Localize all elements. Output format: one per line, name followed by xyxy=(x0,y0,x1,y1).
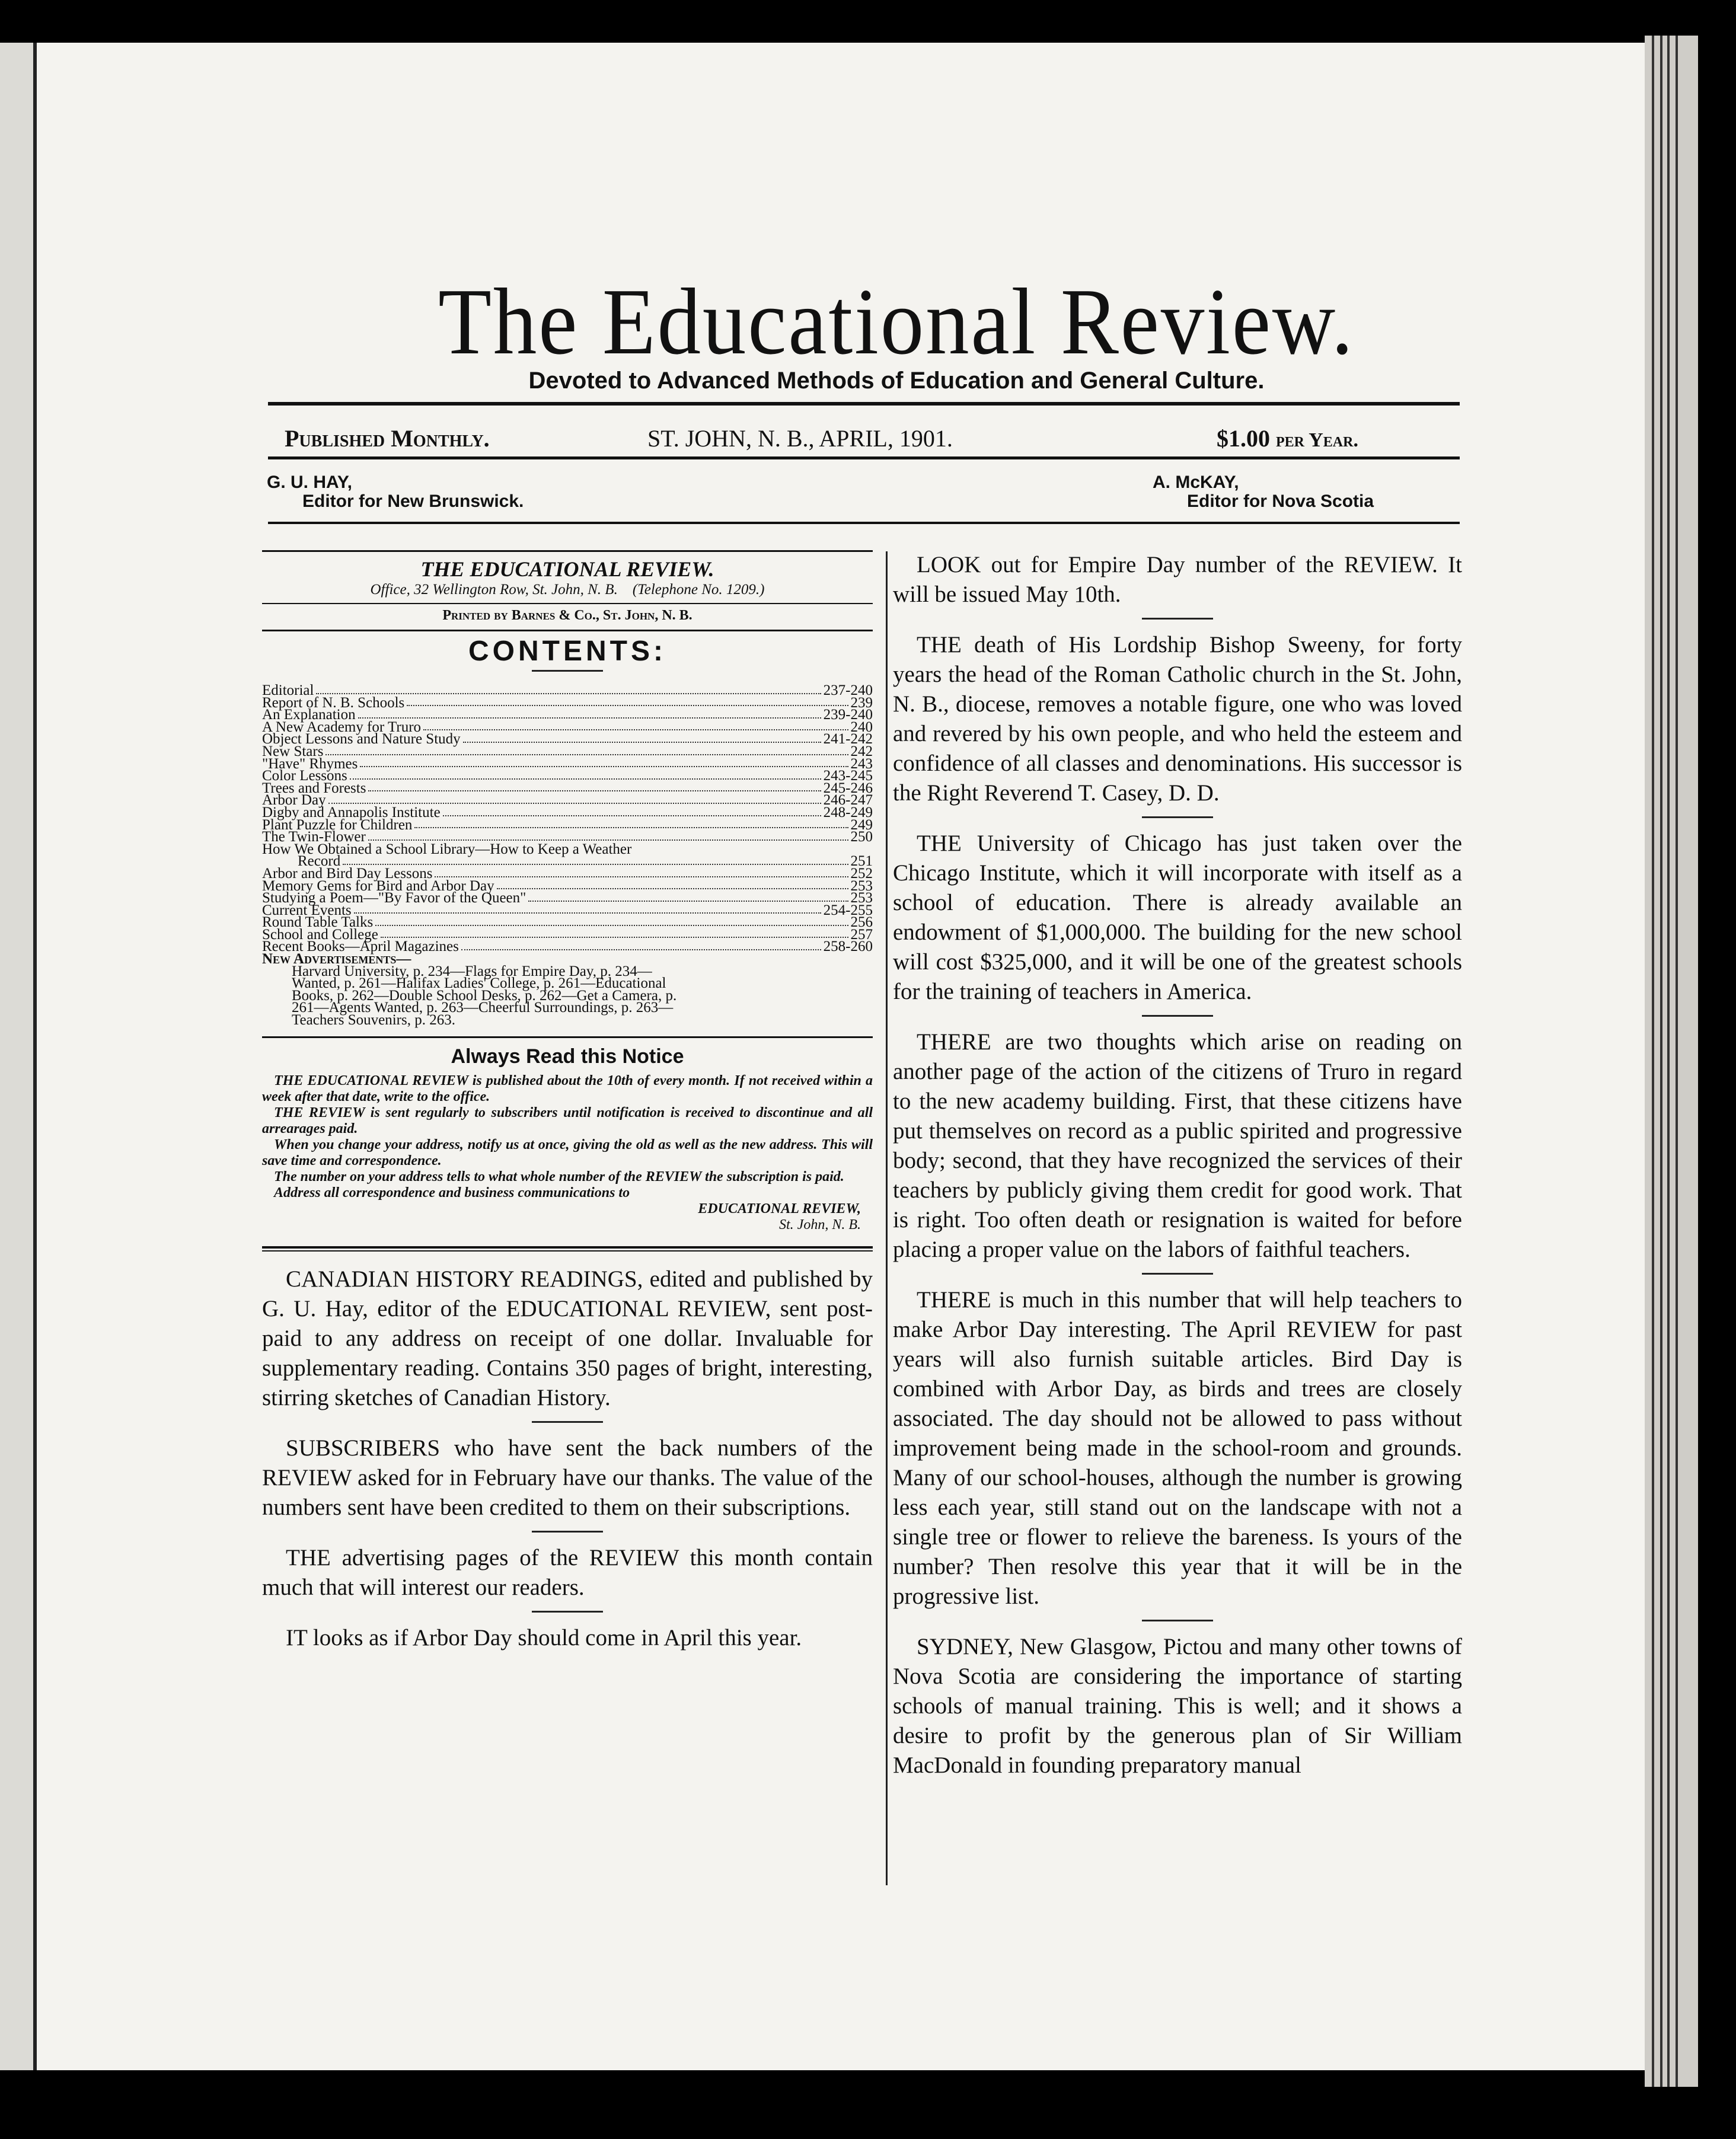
scanned-page xyxy=(37,43,1645,2070)
notice-paragraph: THE REVIEW is sent regularly to subscribers until notification is received to discontinue and all arrearages paid. xyxy=(262,1104,873,1136)
office-address: Office, 32 Wellington Row, St. John, N. B. (Telephone No. 1209.) xyxy=(370,582,765,598)
right-articles xyxy=(893,550,1462,1780)
contents-item-title: "Have" Rhymes xyxy=(262,755,358,772)
notice-paragraph: When you change your address, notify us at once, giving the old as well as the new address. This will save time and correspondence. xyxy=(262,1136,873,1169)
article-paragraph: SUBSCRIBERS who have sent the back numbers of the REVIEW asked for in February have our thanks. The value of the numbers sent have been credited to them on their subscriptions. xyxy=(262,1435,873,1520)
book-edge xyxy=(1645,36,1698,2087)
article-paragraph: CANADIAN HISTORY READINGS, edited and published by G. U. Hay, editor of the EDUCATIONAL REVIEW, sent post-paid to any address on receipt of one dollar. Invaluable for supplementary reading. Contains 350 pages of bright, interesting, stirring sketches of Canadian History. xyxy=(262,1266,873,1410)
subscription-price: $1.00 per Year. xyxy=(1217,425,1358,452)
contents-item-pages: 250 xyxy=(850,829,873,845)
contents-item-pages: 239-240 xyxy=(823,707,873,723)
contents-item-title: Arbor and Bird Day Lessons xyxy=(262,865,433,882)
article-divider xyxy=(1142,1620,1213,1621)
notice-paragraph: Address all correspondence and business communications to xyxy=(274,1185,630,1201)
article-divider xyxy=(532,1531,603,1533)
contents-item-pages: 245-246 xyxy=(823,780,873,796)
contents-item-title: A New Academy for Truro xyxy=(262,719,422,735)
contents-leader xyxy=(634,844,870,853)
contents-item xyxy=(262,841,873,857)
contents-item-title: Color Lessons xyxy=(262,768,347,784)
contents-leader xyxy=(316,685,821,694)
contents-leader xyxy=(354,905,821,914)
article-divider xyxy=(1142,618,1213,620)
contents-item-pages: 246-247 xyxy=(823,792,873,809)
contents-item-title: Current Events xyxy=(262,902,352,918)
contents-item-title: Round Table Talks xyxy=(262,914,374,931)
contents-item-title: Record xyxy=(298,853,341,870)
notice-signature-place: St. John, N. B. xyxy=(779,1217,861,1233)
header-divider xyxy=(268,522,1460,524)
contents-leader xyxy=(381,929,848,938)
contents-item-pages: 241-242 xyxy=(823,731,873,748)
left-articles xyxy=(262,1265,873,1653)
contents-item-pages: 243-245 xyxy=(823,768,873,784)
contents-item-title: Plant Puzzle for Children xyxy=(262,816,413,833)
article-paragraph: THERE is much in this number that will help teachers to make Arbor Day interesting. The April REVIEW for past years will also furnish suitable articles. Bird Day is combined with Arbor Day, as birds and trees are closely associated. The day should not be allowed to pass without improvement being made in the school-room and grounds. Many of our school-houses, although the number is growing less each year, still stand out on the landscape with not a single tree or flower to relieve the bareness. Is yours of the number? Then resolve this year that it will be in the progressive list. xyxy=(893,1287,1462,1609)
contents-leader xyxy=(497,880,848,890)
contents-item-pages: 251 xyxy=(850,853,873,870)
contents-leader xyxy=(423,721,848,731)
contents-leader xyxy=(528,892,848,902)
contents-item-title: How We Obtained a School Library—How to Keep a Weather xyxy=(262,841,632,857)
printer-credit: Printed by Barnes & Co., St. John, N. B. xyxy=(442,608,693,623)
contents-leader xyxy=(414,819,848,829)
contents-leader xyxy=(328,794,821,804)
article-divider xyxy=(532,1421,603,1423)
column-separator xyxy=(886,551,888,1885)
masthead-title: The Educational Review. xyxy=(438,269,1355,374)
masthead-rule-top xyxy=(268,402,1460,406)
editor-new-brunswick: G. U. HAY, Editor for New Brunswick. xyxy=(267,473,524,511)
contents-item-title: Digby and Annapolis Institute xyxy=(262,804,441,821)
contents-item-title: School and College xyxy=(262,926,378,943)
article-paragraph: IT looks as if Arbor Day should come in April this year. xyxy=(286,1624,802,1650)
contents-leader xyxy=(435,868,848,877)
contents-item-pages: 239 xyxy=(850,694,873,711)
contents-item-title: Report of N. B. Schools xyxy=(262,694,405,711)
contents-leader xyxy=(368,783,821,792)
contents-list xyxy=(262,682,873,955)
contents-item-title: Arbor Day xyxy=(262,792,326,809)
contents-item-pages: 257 xyxy=(850,926,873,943)
masthead-tagline: Devoted to Advanced Methods of Education and General Culture. xyxy=(528,368,1265,394)
notice-paragraph: The number on your address tells to what whole number of the REVIEW the subscription is paid. xyxy=(274,1169,844,1185)
masthead-rule-bottom xyxy=(268,456,1460,459)
contents-leader xyxy=(443,807,821,816)
notice-body xyxy=(262,1073,873,1201)
contents-item-pages: 240 xyxy=(850,719,873,735)
contents-item-pages: 258-260 xyxy=(823,938,873,955)
contents-item-pages: 252 xyxy=(850,865,873,882)
contents-leader xyxy=(350,770,821,780)
article-divider xyxy=(1142,1015,1213,1017)
contents-leader xyxy=(375,917,848,926)
contents-leader xyxy=(461,941,821,950)
article-paragraph: THERE are two thoughts which arise on reading on another page of the action of the citizens of Truro in regard to the new academy building. First, that these citizens have put themselves on record as a public spirited and progressive body; second, that they have recognized the services of their teachers by publicly giving them credit for good work. That is right. Too often death or resignation is waited for before placing a proper value on the labors of faithful teachers. xyxy=(893,1029,1462,1262)
notice-signature-name: EDUCATIONAL REVIEW, xyxy=(698,1201,861,1217)
office-box-title: THE EDUCATIONAL REVIEW. xyxy=(420,557,714,581)
contents-item-pages: 253 xyxy=(850,877,873,894)
contents-item-pages: 256 xyxy=(850,914,873,931)
issue-place-date: ST. JOHN, N. B., APRIL, 1901. xyxy=(647,425,953,452)
article-paragraph: THE advertising pages of the REVIEW this month contain much that will interest our readers. xyxy=(262,1544,873,1600)
contents-item-title: Trees and Forests xyxy=(262,780,366,796)
contents-item-title: Editorial xyxy=(262,682,314,698)
contents-leader xyxy=(368,831,848,841)
previous-page-edge xyxy=(0,43,37,2070)
new-ads-line: Teachers Souvenirs, p. 263. xyxy=(292,1012,455,1029)
contents-item-title: An Explanation xyxy=(262,707,356,723)
contents-item xyxy=(262,892,873,905)
left-column xyxy=(262,550,873,1653)
contents-item-title: Studying a Poem—"By Favor of the Queen" xyxy=(262,890,526,906)
contents-leader xyxy=(326,746,848,755)
notice-heading: Always Read this Notice xyxy=(451,1045,684,1068)
article-paragraph: LOOK out for Empire Day number of the REVIEW. It will be issued May 10th. xyxy=(893,552,1462,607)
new-ads-line: 261—Agents Wanted, p. 263—Cheerful Surroundings, p. 263— xyxy=(292,1000,674,1016)
article-paragraph: THE death of His Lordship Bishop Sweeny, for forty years the head of the Roman Catholic church in the St. John, N. B., diocese, removes a notable figure, one who was loved and revered by his own people, and who held the esteem and confidence of all classes and denominations. His successor is the Right Reverend T. Casey, D. D. xyxy=(893,632,1462,806)
contents-item xyxy=(262,733,873,746)
contents-item-title: Memory Gems for Bird and Arbor Day xyxy=(262,877,494,894)
contents-item xyxy=(262,780,873,796)
contents-leader xyxy=(360,758,848,768)
contents-item-pages: 242 xyxy=(850,743,873,759)
contents-item-pages: 243 xyxy=(850,755,873,772)
article-paragraph: SYDNEY, New Glasgow, Pictou and many other towns of Nova Scotia are considering the importance of starting schools of manual training. This is well; and it shows a desire to profit by the generous plan of Sir William MacDonald in founding preparatory manual xyxy=(893,1634,1462,1778)
notice-paragraph: THE EDUCATIONAL REVIEW is published about the 10th of every month. If not received within a week after that date, write to the office. xyxy=(262,1072,873,1104)
contents-item-title: The Twin-Flower xyxy=(262,829,366,845)
article-divider xyxy=(1142,816,1213,818)
contents-leader xyxy=(343,855,848,865)
contents-item-title: Object Lessons and Nature Study xyxy=(262,731,461,748)
contents-item-pages: 249 xyxy=(850,816,873,833)
article-divider xyxy=(1142,1273,1213,1275)
contents-item-pages: 254-255 xyxy=(823,902,873,918)
new-ads-heading: New Advertisements— xyxy=(262,951,411,968)
new-ads-line: Harvard University, p. 234—Flags for Empire Day, p. 234— xyxy=(292,963,652,979)
contents-item xyxy=(262,755,873,772)
new-ads-line: Books, p. 262—Double School Desks, p. 262—Get a Camera, p. xyxy=(292,987,677,1004)
new-ads-list xyxy=(262,963,873,1029)
contents-leader xyxy=(358,709,821,719)
article-divider xyxy=(532,1611,603,1613)
contents-item-pages: 248-249 xyxy=(823,804,873,821)
contents-item-title: New Stars xyxy=(262,743,324,759)
new-ads-line: Wanted, p. 261—Halifax Ladies' College, p. 261—Educational xyxy=(292,975,666,992)
contents-item-title: Recent Books—April Magazines xyxy=(262,938,459,955)
contents-item-pages: 253 xyxy=(850,890,873,906)
contents-item-pages: 237-240 xyxy=(823,682,873,698)
editor-nova-scotia: A. McKAY, Editor for Nova Scotia xyxy=(1153,473,1374,511)
contents-heading: CONTENTS: xyxy=(468,636,666,667)
published-frequency: Published Monthly. xyxy=(285,425,490,452)
contents-leader xyxy=(407,697,848,707)
contents-leader xyxy=(463,733,821,743)
article-paragraph: THE University of Chicago has just taken over the Chicago Institute, which it will incorporate with itself as a school of education. There is already available an endowment of $1,000,000. The building for the new school will cost $325,000, and it will be one of the greatest schools for the training of teachers in America. xyxy=(893,831,1462,1004)
